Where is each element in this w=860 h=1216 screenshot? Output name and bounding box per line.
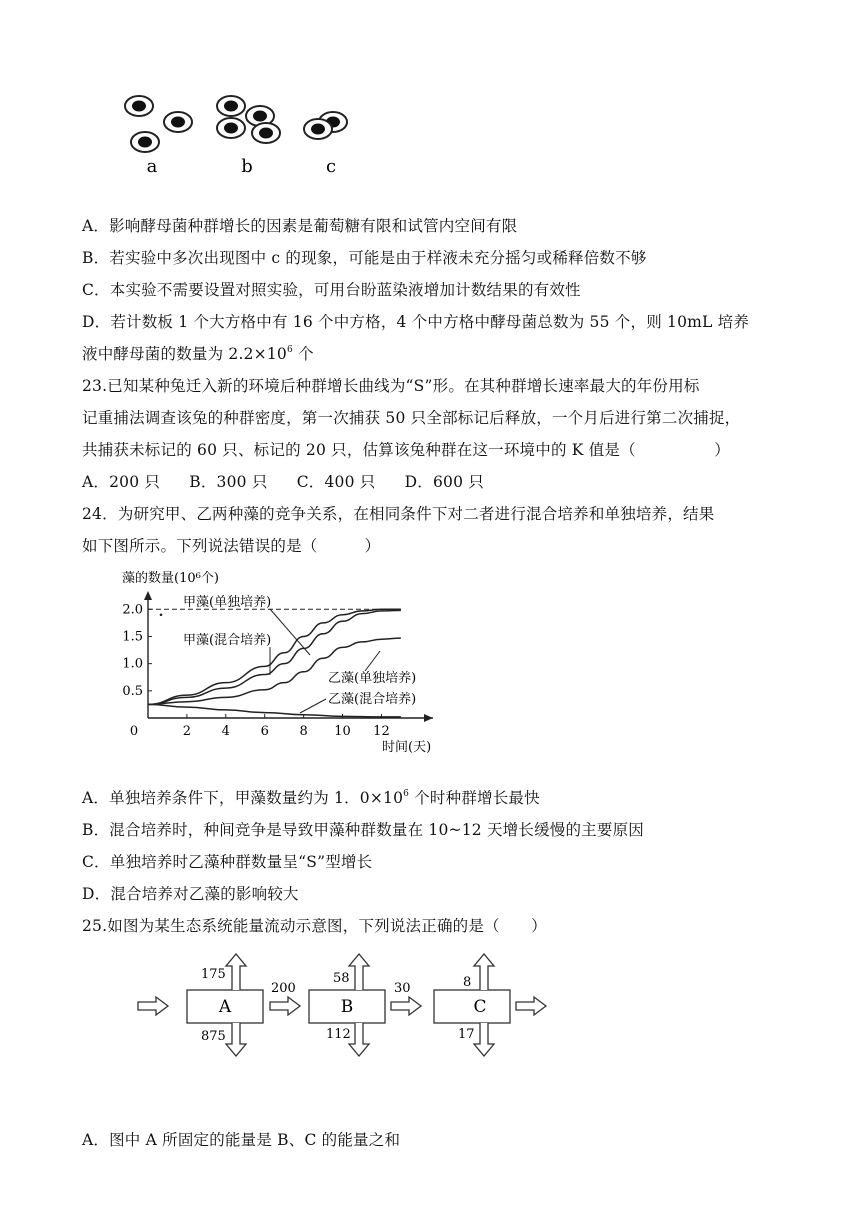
x-tick-label: 10 <box>334 724 351 739</box>
chart-xlabel: 时间(天) <box>382 740 432 755</box>
q24-option-a-exponent: 6 <box>403 789 410 799</box>
c-down-arrow-icon <box>474 1023 494 1056</box>
y-axis-arrow-icon <box>144 591 152 600</box>
x-tick-label: 0 <box>129 724 139 739</box>
a-to-b-arrow-icon <box>270 997 300 1015</box>
y-tick-label: 1.0 <box>122 656 143 672</box>
y-tick-label: 2.0 <box>122 602 143 618</box>
x-tick-label: 8 <box>299 724 308 739</box>
q22-option-d-line2 <box>82 344 314 364</box>
q24-option-a <box>82 788 540 808</box>
leader-jia-single <box>270 609 310 655</box>
output-arrow-icon <box>516 997 546 1015</box>
a-to-b-value: 200 <box>271 981 296 996</box>
x-tick-label: 4 <box>221 724 230 739</box>
leader-yi-single <box>365 651 380 671</box>
b-down-value: 112 <box>326 1027 351 1042</box>
chart-ylabel: 藻的数量(10⁶个) <box>122 571 219 586</box>
cell-label-a: a <box>146 156 158 177</box>
series-jia-single-line <box>148 609 401 704</box>
q23-option-c: C．400 只 <box>296 473 376 491</box>
series-label-yi-mixed: 乙藻(混合培养) <box>328 692 417 707</box>
input-arrow-icon <box>138 997 168 1015</box>
a-down-arrow-icon <box>226 1023 246 1056</box>
x-tick-label: 12 <box>373 724 390 739</box>
c-down-value: 17 <box>458 1027 475 1042</box>
q24-option-a-rest: 个时种群增长最快 <box>409 789 540 807</box>
q24-option-d: D．混合培养对乙藻的影响较大 <box>82 885 299 903</box>
q22-option-d-exponent: 6 <box>287 345 293 355</box>
q22-option-d-unit: 个 <box>292 345 314 363</box>
q23-option-a: A．200 只 <box>82 473 161 491</box>
box-a-label: A <box>218 997 232 1017</box>
q22-option-d-text: 液中酵母菌的数量为 2.2×10 <box>82 345 287 363</box>
q24-option-a-text: A．单独培养条件下，甲藻数量约为 1．0×10 <box>82 789 404 807</box>
q22-option-d-line1: D．若计数板 1 个大方格中有 16 个中方格，4 个中方格中酵母菌总数为 55 个，则 10mL 培养 <box>82 313 750 331</box>
x-tick-label: 6 <box>260 724 269 739</box>
c-up-arrow-icon <box>474 954 494 990</box>
energy-flow-diagram <box>130 950 570 1060</box>
q24-line1: 24．为研究甲、乙两种藻的竞争关系，在相同条件下对二者进行混合培养和单独培养，结果 <box>82 505 715 523</box>
q23-options <box>82 472 484 492</box>
b-to-c-value: 30 <box>394 981 411 996</box>
b-up-arrow-icon <box>349 954 369 990</box>
q25-option-a: A．图中 A 所固定的能量是 B、C 的能量之和 <box>82 1131 401 1149</box>
q24-line2: 如下图所示。下列说法错误的是（ ） <box>82 537 381 555</box>
box-b-label: B <box>340 997 354 1017</box>
cell-label-b: b <box>241 156 253 177</box>
a-up-value: 175 <box>201 967 226 982</box>
box-c-label: C <box>473 997 487 1017</box>
cell-label-c: c <box>325 156 337 177</box>
q23-line1: 23.已知某种兔迁入新的环境后种群增长曲线为“S”形。在其种群增长速率最大的年份用标 <box>82 377 700 395</box>
a-down-value: 875 <box>201 1029 226 1044</box>
leader-yi-mixed <box>300 699 326 713</box>
b-up-value: 58 <box>333 971 350 986</box>
a-up-arrow-icon <box>226 954 246 990</box>
cells-group-b <box>217 96 280 143</box>
q23-option-d: D．600 只 <box>404 473 484 491</box>
q24-option-c: C．单独培养时乙藻种群数量呈“S”型增长 <box>82 853 373 871</box>
q23-line3: 共捕获未标记的 60 只、标记的 20 只，估算该兔种群在这一环境中的 K 值是（ ） <box>82 441 730 459</box>
q22-option-b: B．若实验中多次出现图中 c 的现象，可能是由于样液未充分摇匀或稀释倍数不够 <box>82 249 647 267</box>
series-jia-mixed-line <box>148 610 401 704</box>
algae-growth-chart <box>110 565 450 765</box>
q22-option-c: C．本实验不需要设置对照实验，可用台盼蓝染液增加计数结果的有效性 <box>82 281 581 299</box>
series-label-jia-mixed: 甲藻(混合培养) <box>183 633 272 648</box>
q24-option-b: B．混合培养时，种间竞争是导致甲藻种群数量在 10~12 天增长缓慢的主要原因 <box>82 821 644 839</box>
c-up-value: 8 <box>463 975 472 990</box>
x-axis-arrow-icon <box>424 714 433 722</box>
q22-option-a: A．影响酵母菌种群增长的因素是葡萄糖有限和试管内空间有限 <box>82 217 518 235</box>
q23-option-b: B．300 只 <box>189 473 268 491</box>
b-to-c-arrow-icon <box>391 997 421 1015</box>
series-label-yi-single: 乙藻(单独培养) <box>328 671 417 686</box>
series-label-jia-single: 甲藻(单独培养) <box>183 595 272 610</box>
cells-group-a <box>125 96 192 152</box>
yeast-cells-figure <box>110 90 370 190</box>
y-tick-label: 0.5 <box>122 683 143 699</box>
y-tick-label: 1.5 <box>122 629 143 645</box>
x-tick-label: 2 <box>182 724 192 739</box>
q23-line2: 记重捕法调查该兔的种群密度，第一次捕获 50 只全部标记后释放，一个月后进行第二次捕捉， <box>82 409 741 427</box>
b-down-arrow-icon <box>349 1023 369 1056</box>
q25-line1: 25.如图为某生态系统能量流动示意图，下列说法正确的是（ ） <box>82 917 547 935</box>
box-c <box>434 990 510 1023</box>
small-dot <box>160 613 163 616</box>
cells-group-c <box>304 112 347 139</box>
